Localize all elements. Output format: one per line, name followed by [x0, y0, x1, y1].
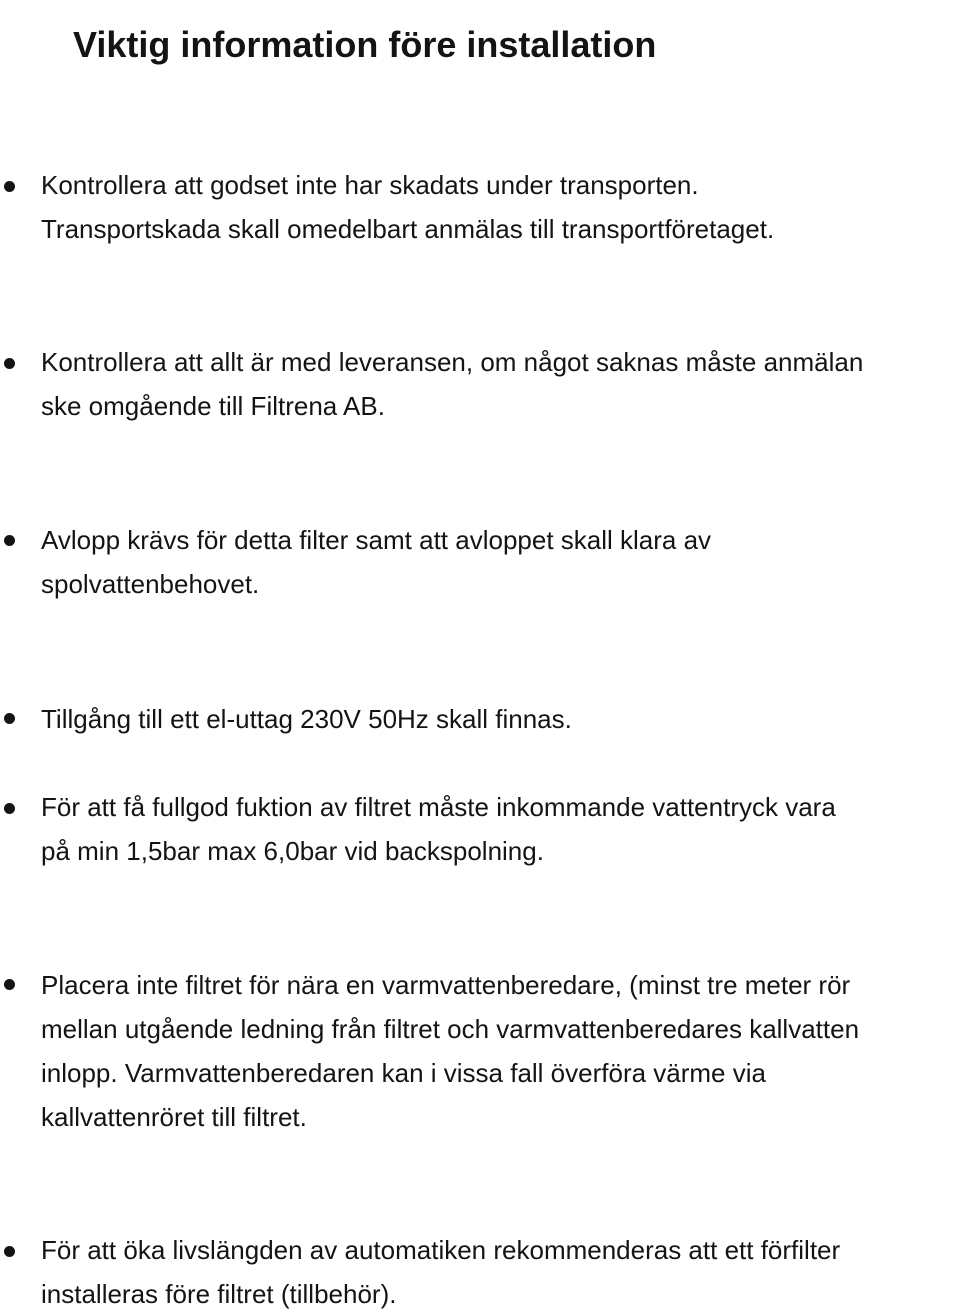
list-item-line: spolvattenbehovet.: [41, 569, 260, 599]
list-item-line: Transportskada skall omedelbart anmälas till transportföretaget.: [41, 214, 775, 244]
list-item-line: Tillgång till ett el-uttag 230V 50Hz skall finnas.: [41, 704, 572, 734]
bullet-icon: [4, 535, 15, 546]
list-item-text: [41, 518, 960, 606]
list-item-line: installeras före filtret (tillbehör).: [41, 1279, 397, 1309]
list-item-line: inlopp. Varmvattenberedaren kan i vissa fall överföra värme via: [41, 1058, 766, 1088]
bullet-icon: [4, 358, 15, 369]
list-item-line: ske omgående till Filtrena AB.: [41, 391, 385, 421]
list-item-line: mellan utgående ledning från filtret och varmvattenberedares kallvatten: [41, 1014, 860, 1044]
list-item-line: på min 1,5bar max 6,0bar vid backspolning.: [41, 836, 544, 866]
list-item-line: För att få fullgod fuktion av filtret måste inkommande vattentryck vara: [41, 792, 836, 822]
list-item-text: [41, 697, 960, 741]
list-item-text: [41, 785, 960, 873]
list-item-line: Kontrollera att godset inte har skadats under transporten.: [41, 170, 699, 200]
list-item-text: [41, 340, 960, 428]
list-item-line: För att öka livslängden av automatiken rekommenderas att ett förfilter: [41, 1235, 841, 1265]
page-title: Viktig information före installation: [73, 24, 657, 66]
list-item-text: [41, 163, 960, 251]
bullet-icon: [4, 713, 15, 724]
list-item-text: [41, 963, 960, 1139]
list-item-line: Placera inte filtret för nära en varmvattenberedare, (minst tre meter rör: [41, 970, 851, 1000]
list-item-line: kallvattenröret till filtret.: [41, 1102, 307, 1132]
bullet-icon: [4, 979, 15, 990]
list-item-line: Avlopp krävs för detta filter samt att avloppet skall klara av: [41, 525, 712, 555]
list-item-line: Kontrollera att allt är med leveransen, om något saknas måste anmälan: [41, 347, 864, 377]
bullet-icon: [4, 1246, 15, 1257]
bullet-icon: [4, 181, 15, 192]
list-item-text: [41, 1228, 960, 1316]
bullet-icon: [4, 803, 15, 814]
